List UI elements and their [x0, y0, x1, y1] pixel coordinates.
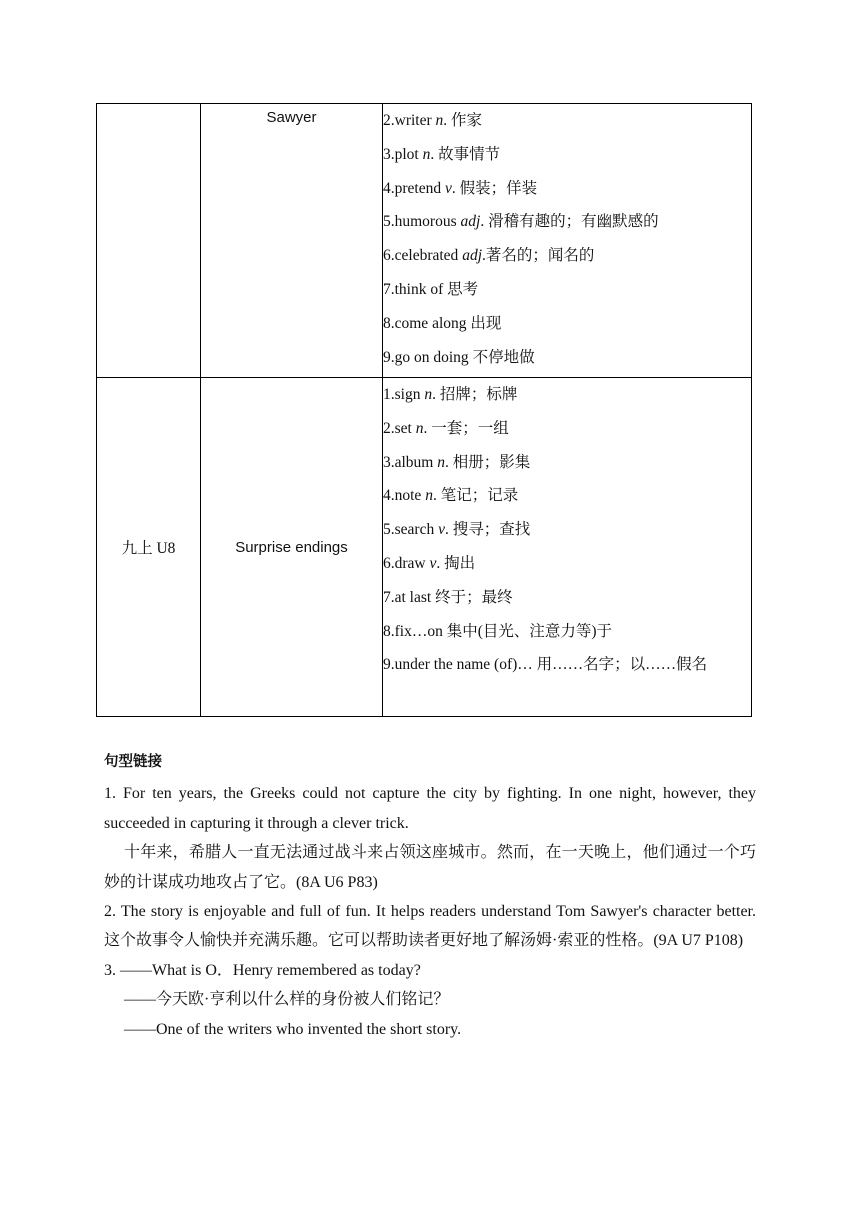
vocab-separator: . [423, 419, 432, 437]
vocab-word: plot [394, 145, 419, 163]
vocab-meaning: 笔记；记录 [440, 487, 519, 505]
vocab-number: 5. [383, 213, 395, 231]
vocab-separator: . [445, 453, 453, 471]
vocab-part-of-speech: adj [462, 247, 482, 265]
vocab-word: note [394, 487, 422, 505]
sentence-3-question: 3. ——What is O．Henry remembered as today? [104, 961, 421, 979]
vocab-meaning: 思考 [447, 280, 479, 298]
vocab-separator: . [443, 112, 452, 129]
vocab-meaning: 掏出 [444, 554, 476, 572]
vocab-part-of-speech: n [437, 453, 445, 471]
vocab-item [383, 307, 751, 341]
vocab-part-of-speech: adj [460, 213, 481, 231]
sentence-1-chinese: 十年来，希腊人一直无法通过战斗来占领这座城市。然而，在一天晚上，他们通过一个巧妙的计谋成功地攻占了它。(8A U6 P83) [104, 844, 756, 891]
vocab-meaning: 一套；一组 [431, 419, 509, 437]
vocab-item [383, 547, 751, 581]
vocab-part-of-speech: n [425, 487, 433, 505]
vocab-meaning: 用……名字；以……假名 [536, 656, 708, 674]
vocab-meaning: 相册；影集 [452, 453, 531, 471]
sentence-3-chinese: ——今天欧·亨利以什么样的身份被人们铭记？ [124, 991, 450, 1009]
vocab-word: album [394, 453, 434, 471]
vocab-word: draw [394, 554, 426, 572]
vocab-number: 4. [383, 179, 395, 197]
vocab-word: set [394, 419, 412, 437]
topic-cell: Surprise endings [201, 378, 383, 717]
vocab-item [383, 513, 751, 547]
vocab-separator: . [432, 386, 440, 403]
vocab-meaning: 作家 [451, 112, 483, 129]
vocab-separator: . [480, 213, 489, 231]
vocab-part-of-speech: n [435, 112, 444, 129]
sentence-3-answer: ——One of the writers who invented the short story. [124, 1020, 462, 1038]
vocab-number: 3. [383, 453, 395, 471]
vocab-word: under the name (of)… [394, 656, 533, 674]
vocab-meaning: 招牌；标牌 [439, 386, 518, 403]
unit-cell: 九上 U8 [97, 378, 201, 717]
vocab-number: 5. [383, 521, 395, 539]
vocab-separator: . [430, 145, 439, 163]
vocab-word: at last [394, 588, 432, 606]
vocab-part-of-speech: v [444, 179, 452, 197]
vocab-part-of-speech: v [429, 554, 437, 572]
vocab-word: fix…on [394, 622, 443, 640]
vocab-item [383, 615, 751, 649]
vocab-list-cell [383, 378, 752, 717]
vocab-list-cell [383, 104, 752, 378]
vocab-word: writer [394, 112, 432, 129]
vocab-number: 2. [383, 419, 395, 437]
table-row [97, 378, 752, 717]
vocab-number: 9. [383, 348, 395, 366]
vocab-word: sign [394, 386, 421, 403]
vocab-item [383, 172, 751, 206]
vocab-meaning: 不停地做 [472, 348, 535, 366]
table-row [97, 104, 752, 378]
vocab-word: celebrated [394, 247, 459, 265]
vocab-item [383, 412, 751, 446]
vocab-item [383, 104, 751, 138]
section-heading: 句型链接 [104, 754, 162, 770]
vocab-separator: . [436, 554, 445, 572]
unit-cell [97, 104, 201, 378]
vocab-item [383, 239, 751, 273]
vocab-meaning: 搜寻；查找 [452, 521, 531, 539]
vocab-word: humorous [394, 213, 457, 231]
vocab-number: 1. [383, 386, 395, 403]
vocab-word: go on doing [394, 348, 469, 366]
vocab-word: come along [394, 314, 467, 332]
vocab-separator: . [451, 179, 460, 197]
vocab-meaning: 终于；最终 [435, 588, 513, 606]
vocab-number: 8. [383, 622, 395, 640]
vocab-number: 7. [383, 280, 395, 298]
vocab-word: pretend [394, 179, 442, 197]
vocab-item [383, 205, 751, 239]
vocab-item [383, 341, 751, 375]
vocab-number: 8. [383, 314, 395, 332]
vocab-item [383, 446, 751, 480]
vocab-meaning: 著名的；闻名的 [485, 247, 595, 265]
vocab-separator: . [482, 247, 486, 265]
vocab-part-of-speech: v [438, 521, 445, 539]
vocab-meaning: 出现 [470, 314, 502, 332]
vocab-part-of-speech: n [422, 145, 431, 163]
vocab-part-of-speech: n [415, 419, 424, 437]
vocab-meaning: 故事情节 [438, 145, 501, 163]
vocab-item [383, 648, 751, 682]
vocabulary-table [96, 103, 752, 717]
vocab-number: 3. [383, 145, 395, 163]
vocab-number: 2. [383, 112, 395, 129]
vocab-separator: . [432, 487, 441, 505]
vocab-number: 4. [383, 487, 395, 505]
vocab-meaning: 滑稽有趣的；有幽默感的 [488, 213, 659, 231]
vocab-meaning: 集中(目光、注意力等)于 [446, 622, 613, 640]
vocab-part-of-speech: n [424, 386, 433, 403]
vocab-item [383, 273, 751, 307]
vocab-word: search [394, 521, 435, 539]
vocab-item [383, 581, 751, 615]
vocab-number: 6. [383, 554, 395, 572]
sentence-1-english: 1. For ten years, the Greeks could not capture the city by fighting. In one night, however, they succeeded in capturing it through a clever trick. [104, 785, 756, 832]
topic-cell: Sawyer [201, 104, 383, 378]
vocab-item [383, 479, 751, 513]
vocab-number: 6. [383, 247, 395, 265]
vocab-separator: . [444, 521, 453, 539]
vocab-meaning: 假装；佯装 [459, 179, 538, 197]
vocab-number: 9. [383, 656, 395, 674]
vocab-item [383, 378, 751, 412]
vocab-word: think of [394, 280, 444, 298]
sentence-2: 2. The story is enjoyable and full of fun. It helps readers understand Tom Sawyer's character better. 这个故事令人愉快并充满乐趣。它可以帮助读者更好地了解汤姆·索亚的性格。(9A U7 P108) [104, 903, 756, 950]
vocab-number: 7. [383, 588, 395, 606]
sentence-section [104, 748, 756, 1044]
vocab-item [383, 138, 751, 172]
